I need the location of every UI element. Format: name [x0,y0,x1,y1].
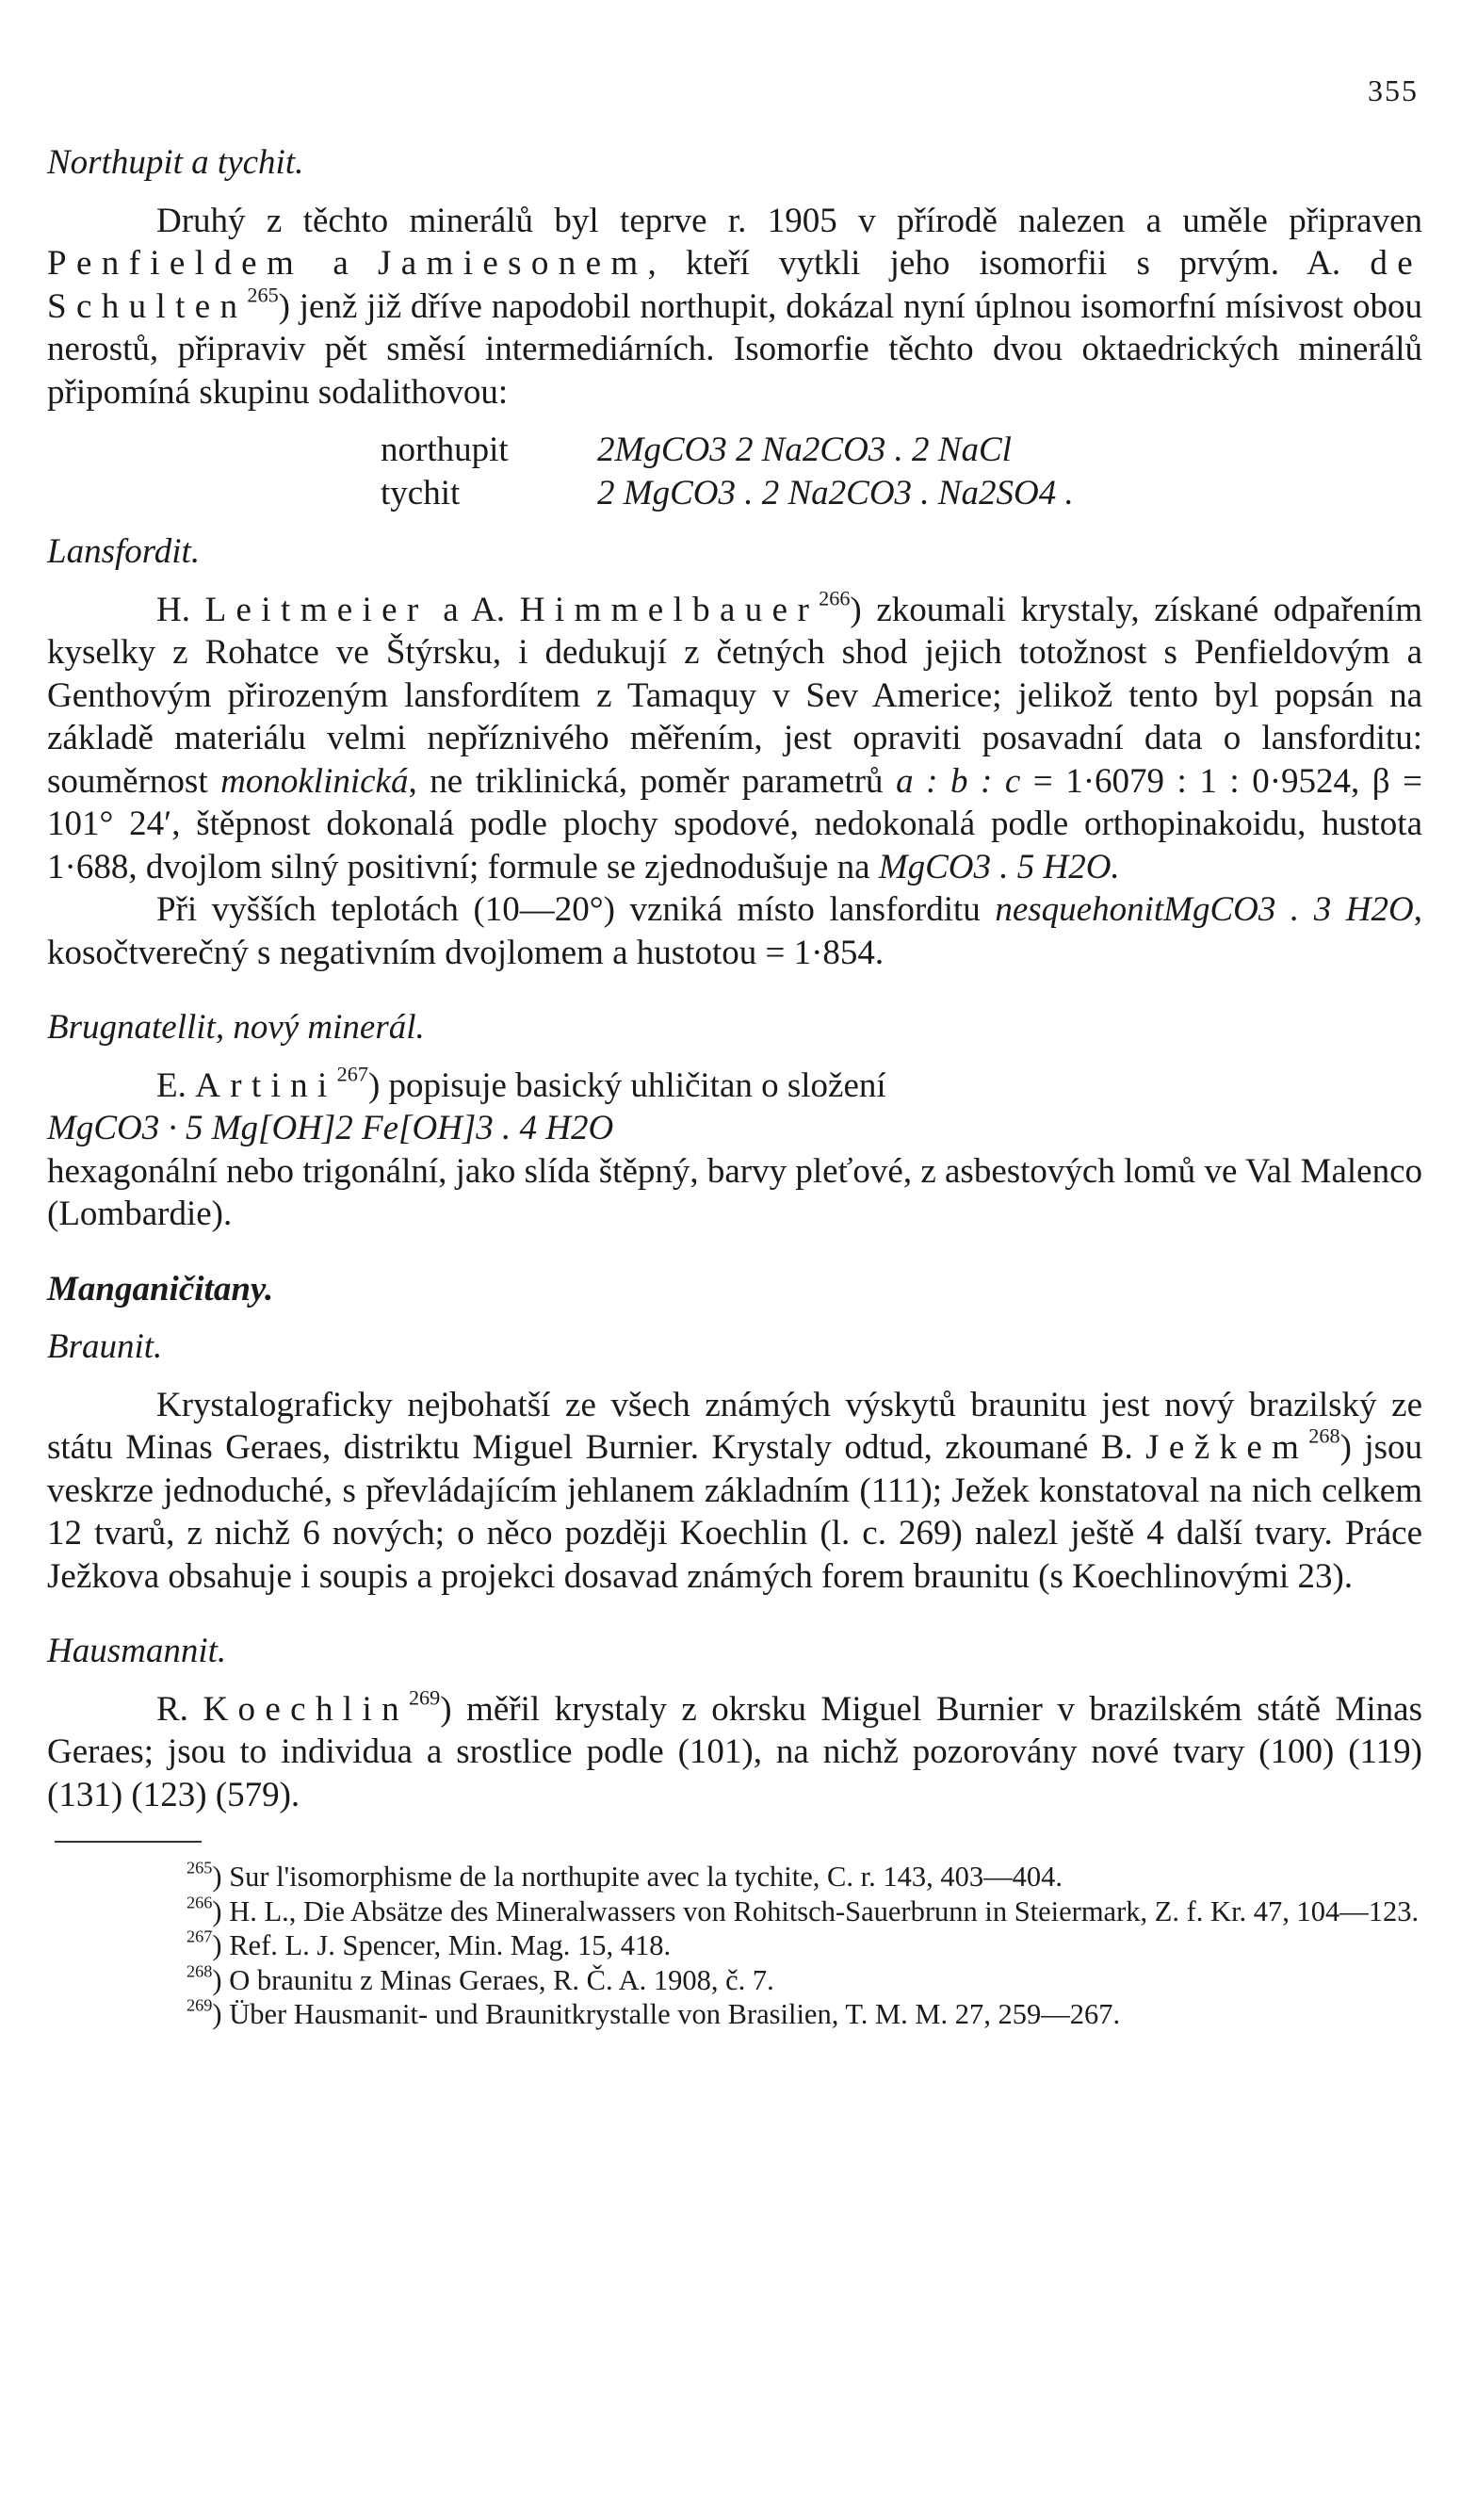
text-run: a A. [428,590,520,629]
page-number: 355 [1368,73,1419,107]
footnote-ref: 268 [1308,1423,1340,1448]
footnote-text: ) Ref. L. J. Spencer, Min. Mag. 15, 418. [212,1929,672,1961]
footnote [47,1928,1422,1963]
footnote-ref: 266 [819,585,851,610]
section-heading-manganicitany: Manganičitany. [47,1269,274,1309]
text-run: , kosočtverečný s negativním dvojlomem a hustotou = 1·854. [47,890,1422,972]
footnote-text: ) Sur l'isomorphisme de la northupite avec la tychite, C. r. 143, 403—404. [212,1861,1063,1893]
paragraph-hausmannit [47,1684,1422,1817]
text-run: , ne triklinická, poměr parametrů [408,761,897,801]
footnote-divider [55,1841,202,1843]
author-name: Ježkem [1145,1428,1309,1467]
formula-brugnatellit: MgCO3 · 5 Mg[OH]2 Fe[OH]3 . 4 H2O [47,1109,614,1147]
author-name: Jamiesonem [378,244,648,283]
author-name: Artini [195,1065,337,1105]
author-name: Himmelbauer [519,590,820,629]
section-heading-brugnatellit: Brugnatellit, nový minerál. [47,1008,425,1047]
formula-northupit [381,429,1422,472]
text-run: ) popisuje basický uhličitan o složení [367,1065,886,1105]
paragraph-nesquehonit [47,888,1422,974]
paragraph-brugnatellit-cont: hexagonální nebo trigonální, jako slída štěpný, barvy pleťové, z asbestových lomů ve Val Malenco (Lombardie). [47,1151,1422,1233]
text-run: ) měřil krystaly z okrsku Miguel Burnier v brazilském státě Minas Geraes; jsou to individua a srostlice podle (101), na nichž pozorovány nové tvary (100) (119) (131) (123) (579). [47,1689,1422,1814]
footnote [47,1894,1422,1929]
text-run: , kteří vytkli jeho isomorfii s prvým. A. [647,244,1371,283]
text-run: Krystalograficky nejbohatší ze všech známých výskytů braunitu jest nový brazilský ze státu Minas Geraes, distriktu Miguel Burnier. Krystaly odtud, zkoumané B. [47,1385,1422,1467]
text-run: Při vyšších teplotách (10—20°) vzniká místo lansforditu [156,890,996,929]
text-run: E. [156,1065,196,1105]
formula-expression: 2MgCO3 2 Na2CO3 . 2 NaCl [597,431,1012,469]
formula-inline: MgCO3 . 3 H2O [1163,890,1414,929]
footnote-ref: 267 [336,1061,368,1085]
formula-label: northupit [381,431,509,469]
footnote [47,1860,1422,1894]
footnote-ref: 269 [408,1684,441,1709]
text-run: ) jenž již dříve napodobil northupit, dokázal nyní úplnou isomorfní mísivost obou nerostů, připraviv pět směsí intermediárních. Isomorfie těchto dvou oktaedrických minerálů připomíná skupinu sodalithovou: [47,286,1422,412]
section-heading-northupit: Northupit a tychit. [47,143,304,182]
footnotes [47,1860,1422,2032]
footnote-number: 266 [187,1892,213,1911]
text-run: R. [156,1689,203,1729]
text-run: H. [156,590,205,629]
emphasis-term: nesquehonit [995,890,1164,929]
formula-inline: MgCO3 . 5 H2O. [878,847,1120,886]
footnote [47,1997,1422,2032]
text-run: ) jsou veskrze jednoduché, s převládajícím jehlanem základním (111); Ježek konstatoval na nich celkem 12 tvarů, z nichž 6 nových; o něco později Koechlin (l. c. 269) nalezl ještě 4 další tvary. Práce Ježkova obsahuje i soupis a projekci dosavad známých forem braunitu (s Koechlinovými 23). [47,1428,1423,1596]
author-name: Penfieldem [47,244,304,283]
text-run: Druhý z těchto minerálů byl teprve r. 1905 v přírodě nalezen a uměle připraven [156,201,1422,240]
footnote-number: 269 [187,1995,213,2015]
footnote-ref: 265 [247,282,279,306]
footnote-number: 268 [187,1960,213,1980]
author-name: Leitmeier [204,590,429,629]
formula-label: tychit [381,474,461,512]
author-name: Koechlin [203,1689,409,1729]
emphasis-term: monoklinická [220,761,409,801]
footnote-number: 267 [187,1927,213,1946]
formula-expression: 2 MgCO3 . 2 Na2CO3 . Na2SO4 . [597,474,1074,512]
formula-tychit [381,472,1422,515]
text-run: ) zkoumali krystaly, získané odpařením kyselky z Rohatce ve Štýrsku, i dedukují z četných shod jejich totožnost s Penfieldovým a Genthovým přirozeným lansfordítem z Tamaquy v Sev Americe; jelikož tento byl popsán na základě materiálu velmi nepříznivého měřením, jest opraviti posavadní data o lansforditu: souměrnost [47,590,1422,801]
section-heading-hausmannit: Hausmannit. [47,1632,227,1670]
paragraph-lansfordit [47,585,1423,889]
text-run: = 1·6079 : 1 : 0·9524, β = 101° 24′, štěpnost dokonalá podle plochy spodové, nedokonalá podle orthopinakoidu, hustota 1·688, dvojlom silný positivní; formule se zjednodušuje na [47,761,1423,886]
paragraph-northupit [47,200,1422,415]
subsection-heading-braunit: Braunit. [47,1327,163,1366]
page-body [47,141,1422,2032]
ratio-expression: a : b : c [896,761,1021,801]
author-name: de Schulten [47,244,1422,326]
footnote-number: 265 [187,1858,213,1878]
text-run: a [303,244,379,283]
footnote-text: ) Über Hausmanit- und Braunitkrystalle von Brasilien, T. M. M. 27, 259—267. [212,1998,1121,2030]
footnote-text: ) H. L., Die Absätze des Mineralwassers von Rohitsch-Sauerbrunn in Steiermark, Z. f. Kr. 47, 104—123. [212,1894,1420,1927]
paragraph-brugnatellit [47,1061,1422,1108]
footnote [47,1960,1422,1998]
footnote-text: ) O braunitu z Minas Geraes, R. Č. A. 1908, č. 7. [212,1963,774,1996]
paragraph-braunit [47,1384,1422,1599]
section-heading-lansfordit: Lansfordit. [47,532,201,571]
